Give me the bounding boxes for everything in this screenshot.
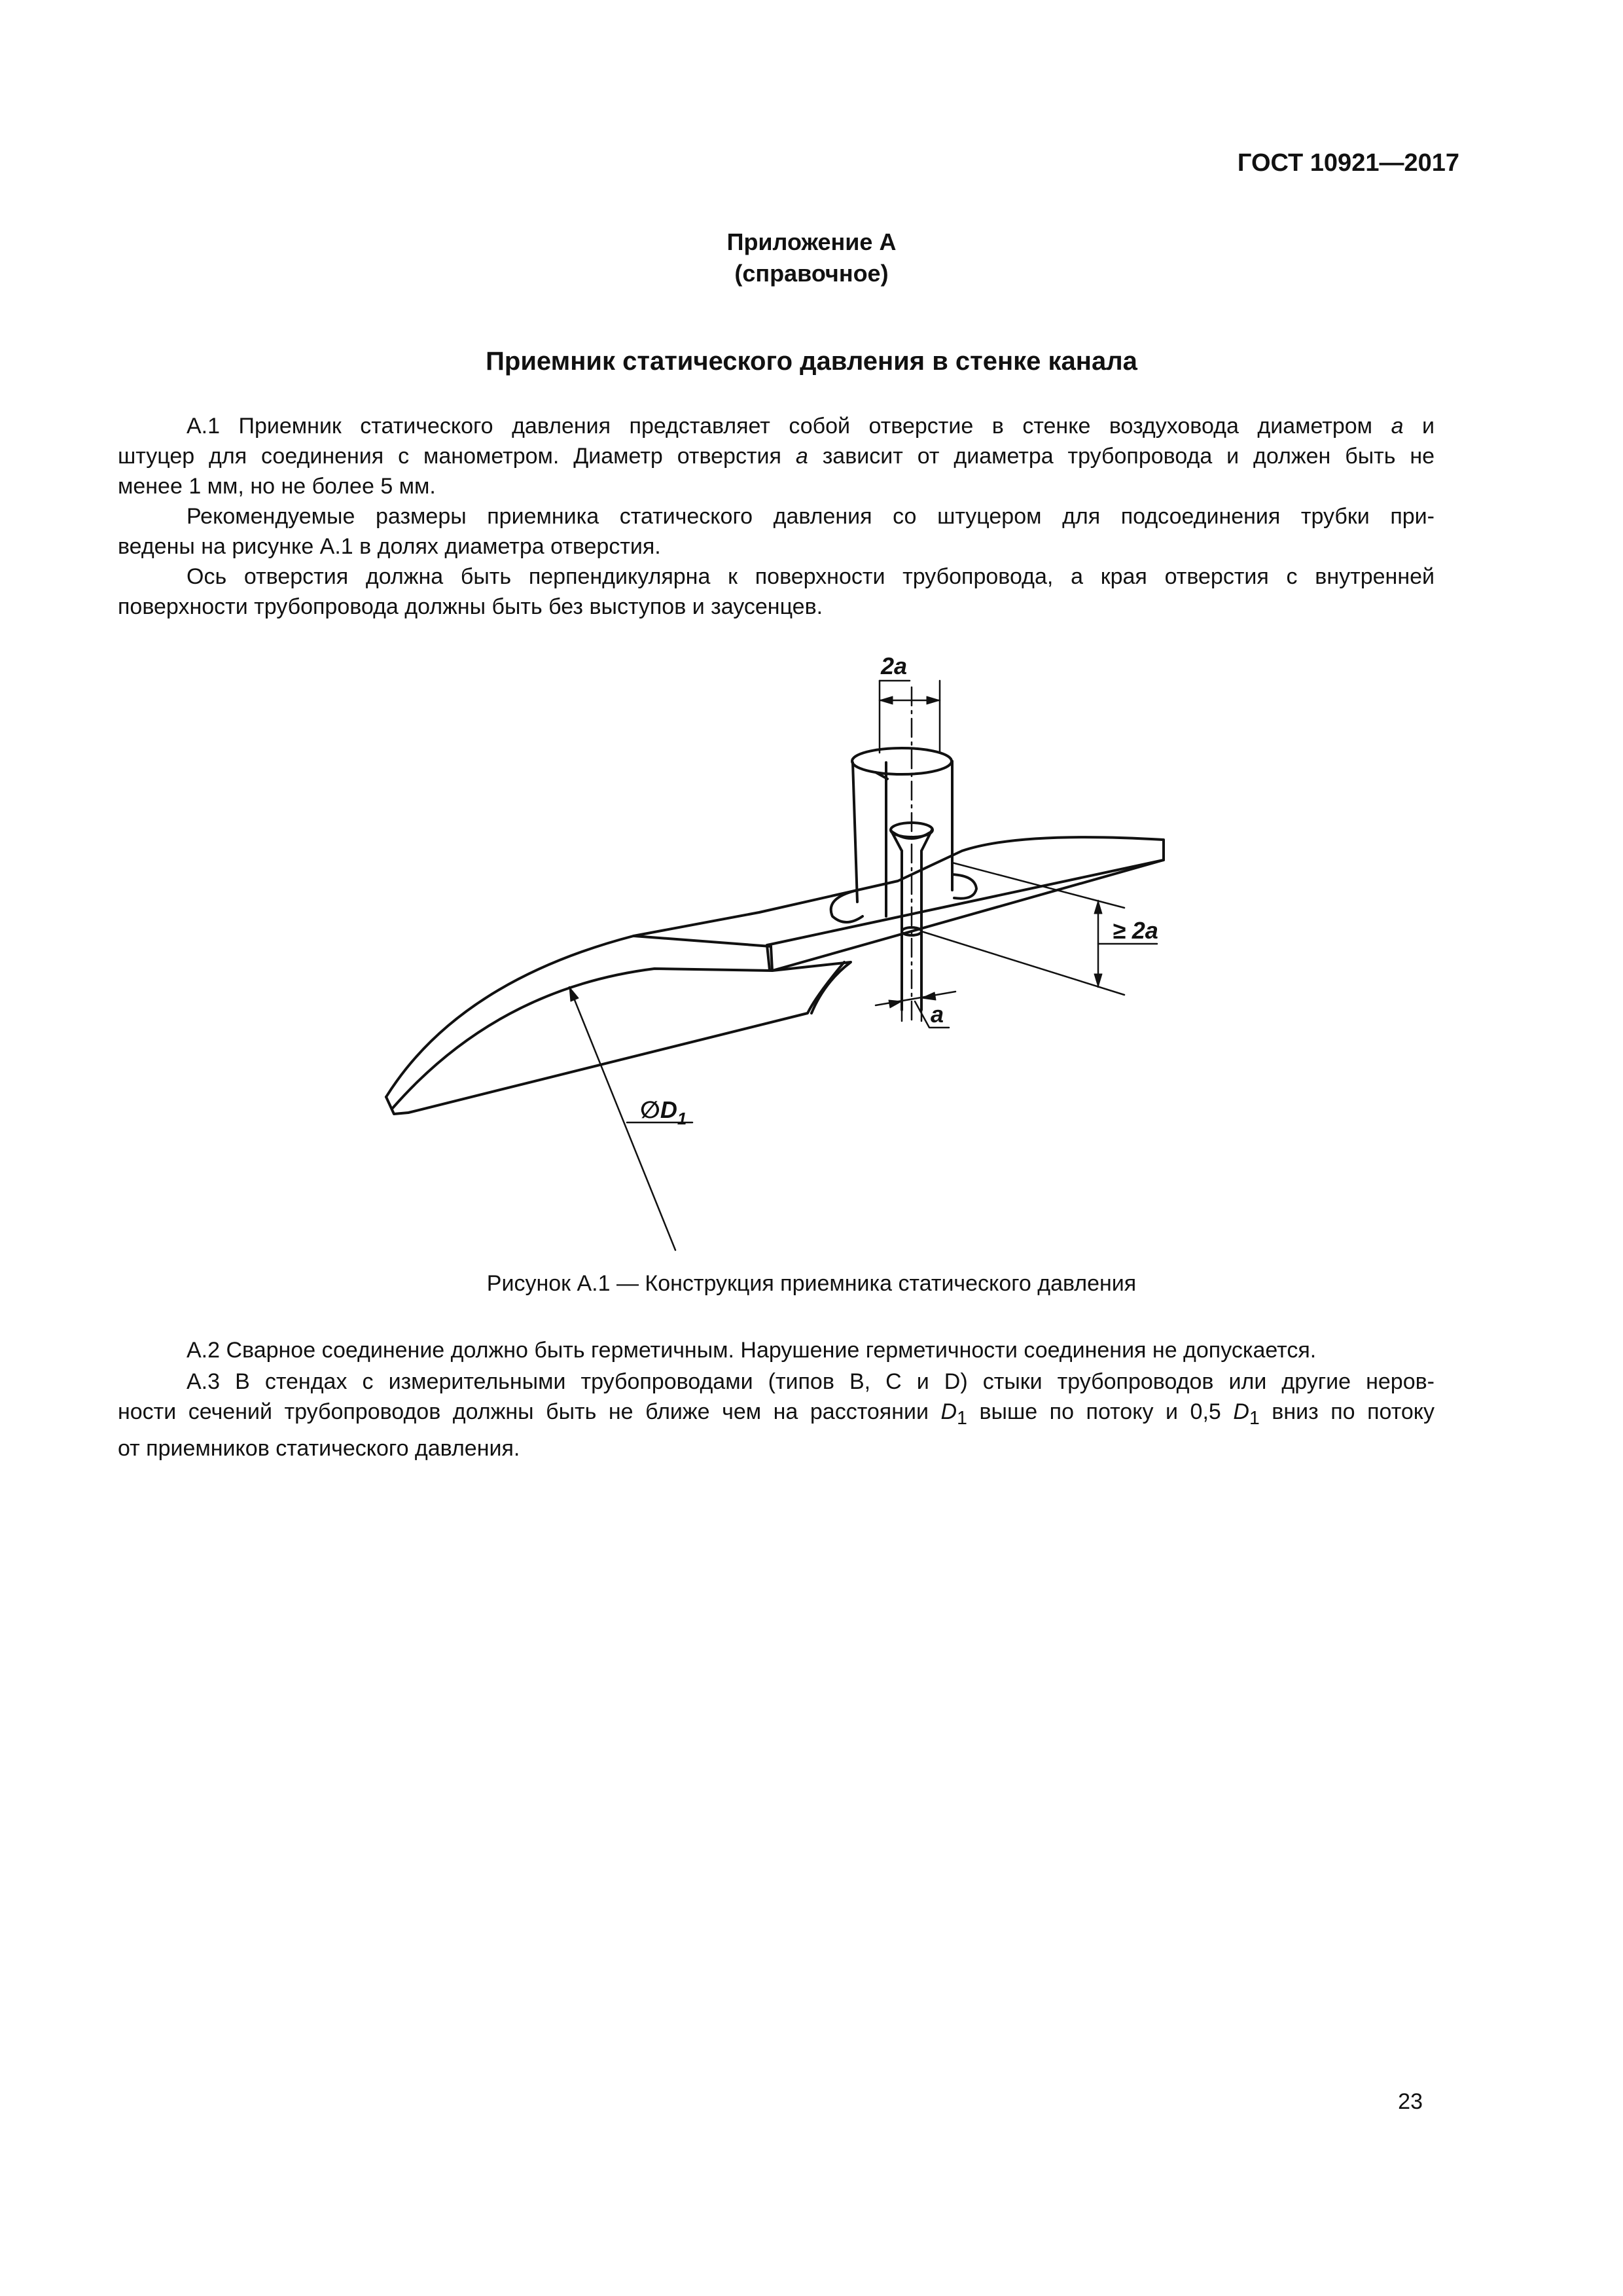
fitting-inner (876, 772, 932, 838)
paragraph-a3-line2: ности сечений трубопроводов должны быть не ближе чем на расстоянии $D_1$ выше по потоку и 0,5 $D_1$ вниз по потоку (118, 1399, 1435, 1429)
appendix-title: Приложение А (726, 228, 897, 255)
label-ge-2a: ≥ 2a (1113, 917, 1158, 944)
paragraph-a2-line1: А.2 Сварное соединение должно быть герметичным. Нарушение герметичности соединения не допускается. (187, 1338, 1317, 1363)
paragraph-recommended-line1: Рекомендуемые размеры приемника статического давления со штуцером для подсоединения трубки при- (187, 504, 1435, 529)
paragraph-recommended (118, 501, 1435, 562)
appendix-heading (0, 226, 1623, 289)
fitting-top-ellipse (852, 748, 952, 774)
paragraph-a1-line3: менее 1 мм, но не более 5 мм. (118, 474, 436, 499)
paragraph-a3 (118, 1367, 1435, 1463)
label-2a: 2a (881, 653, 908, 679)
label-diameter-main: ∅D (640, 1096, 677, 1123)
figure-static-pressure-receiver (366, 641, 1250, 1263)
figure-caption: Рисунок А.1 — Конструкция приемника статического давления (486, 1271, 1137, 1296)
pipe-wall-top (633, 837, 1164, 970)
paragraph-a3-line1: А.3 В стендах с измерительными трубопроводами (типов В, С и D) стыки трубопроводов или другие неров- (187, 1369, 1435, 1394)
page-number: 23 (1398, 2089, 1423, 2114)
paragraph-a3-line3: от приемников статического давления. (118, 1435, 520, 1461)
paragraph-a1 (118, 411, 1435, 501)
paragraph-axis-line1: Ось отверстия должна быть перпендикулярна к поверхности трубопровода, а края отверстия с внутренней (187, 564, 1435, 589)
dim-d1-arrow (569, 987, 579, 1001)
paragraph-axis-line2: поверхности трубопровода должны быть без выступов и заусенцев. (118, 594, 823, 619)
label-a: a (931, 1001, 944, 1028)
label-diameter-sub: 1 (677, 1109, 687, 1128)
pipe-body-inner (393, 962, 851, 1108)
label-diameter (640, 1096, 687, 1128)
section-title: Приемник статического давления в стенке канала (486, 347, 1137, 376)
paragraph-axis (118, 562, 1435, 622)
weld-right (952, 874, 976, 899)
appendix-type: (справочное) (734, 260, 889, 287)
pipe-body-bottom (386, 962, 844, 1114)
standard-code: ГОСТ 10921—2017 (1237, 149, 1459, 177)
paragraph-a1-line2: штуцер для соединения с манометром. Диаметр отверстия а зависит от диаметра трубопровода и должен быть не (118, 444, 1435, 469)
paragraph-a2 (118, 1335, 1435, 1365)
pipe-body-outer (386, 936, 771, 1097)
paragraph-a1-line1: А.1 Приемник статического давления представляет собой отверстие в стенке воздуховода диаметром а и (187, 414, 1435, 439)
paragraph-recommended-line2: ведены на рисунке А.1 в долях диаметра отверстия. (118, 534, 661, 559)
dim-2a-extension (880, 681, 940, 753)
